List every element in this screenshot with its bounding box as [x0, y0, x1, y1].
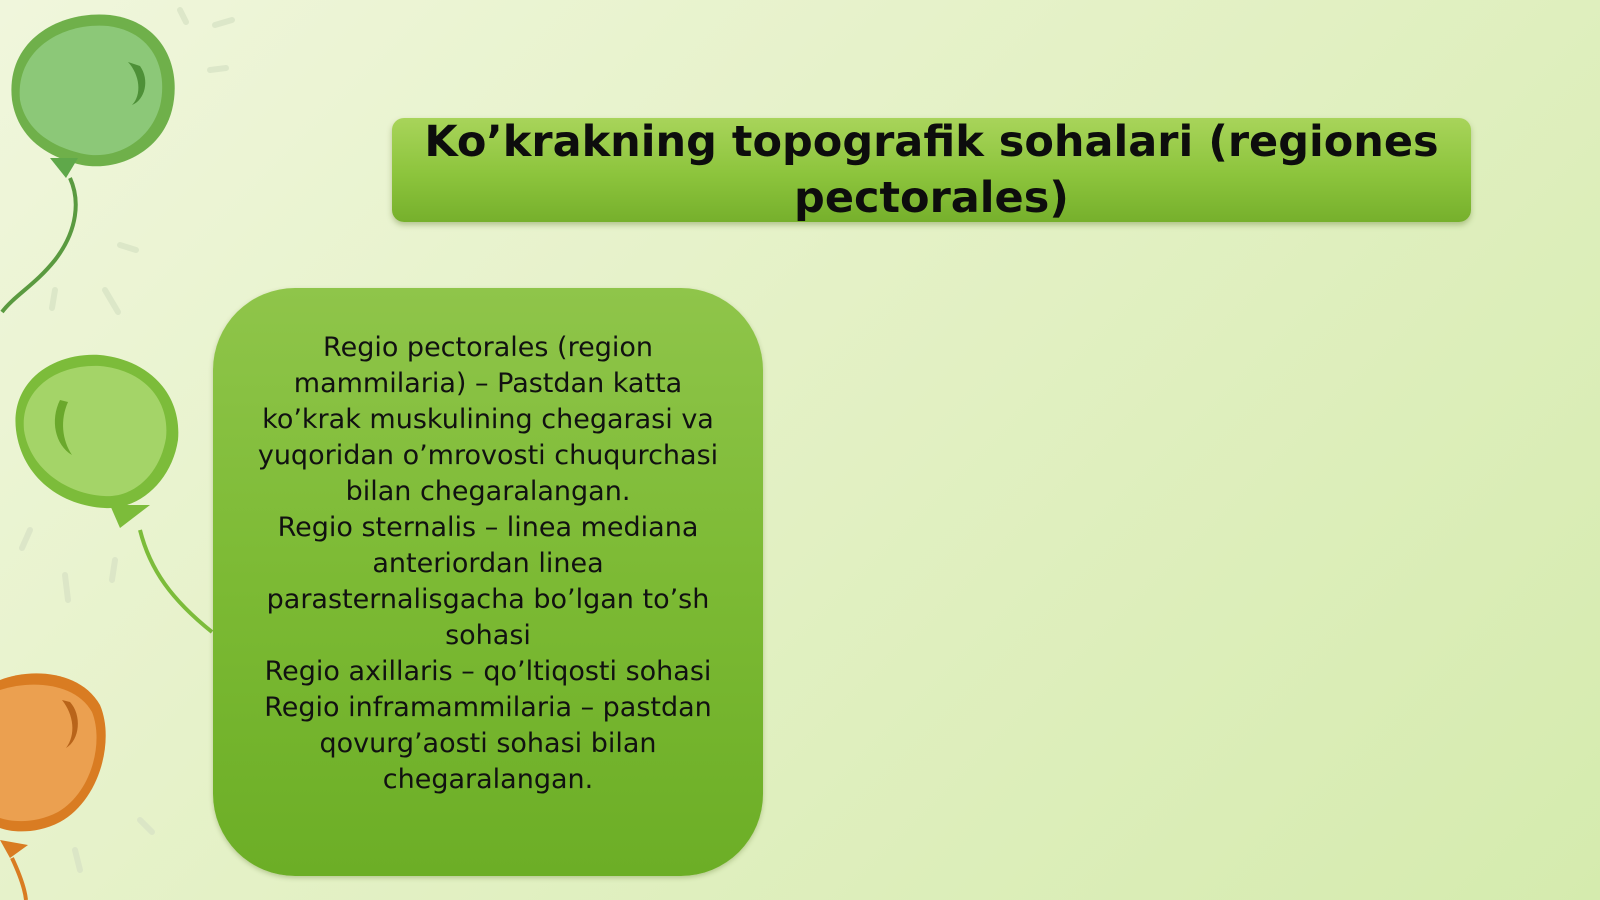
content-box — [213, 288, 763, 876]
content-paragraph-regio-sternalis: Regio sternalis – linea mediana anteriordan linea parasternalisgacha bo’lgan to’sh sohasi — [266, 512, 710, 651]
orange-balloon-icon — [0, 673, 106, 900]
green-balloon-icon — [2, 14, 175, 312]
title-banner — [392, 118, 1471, 222]
slide-title: Ko’krakning topografik sohalari (regiones pectorales) — [424, 117, 1439, 223]
content-paragraph-regio-pectorales: Regio pectorales (region mammilaria) – Pastdan katta ko’krak muskulining chegarasi va yuqoridan o’mrovosti chuqurchasi bilan chegaralangan. — [257, 332, 719, 507]
content-paragraph-regio-axillaris: Regio axillaris – qo’ltiqosti sohasi — [264, 656, 712, 687]
light-green-balloon-icon — [15, 355, 212, 632]
content-paragraph-regio-inframammilaria: Regio inframammilaria – pastdan qovurg’aosti sohasi bilan chegaralangan. — [264, 692, 712, 795]
